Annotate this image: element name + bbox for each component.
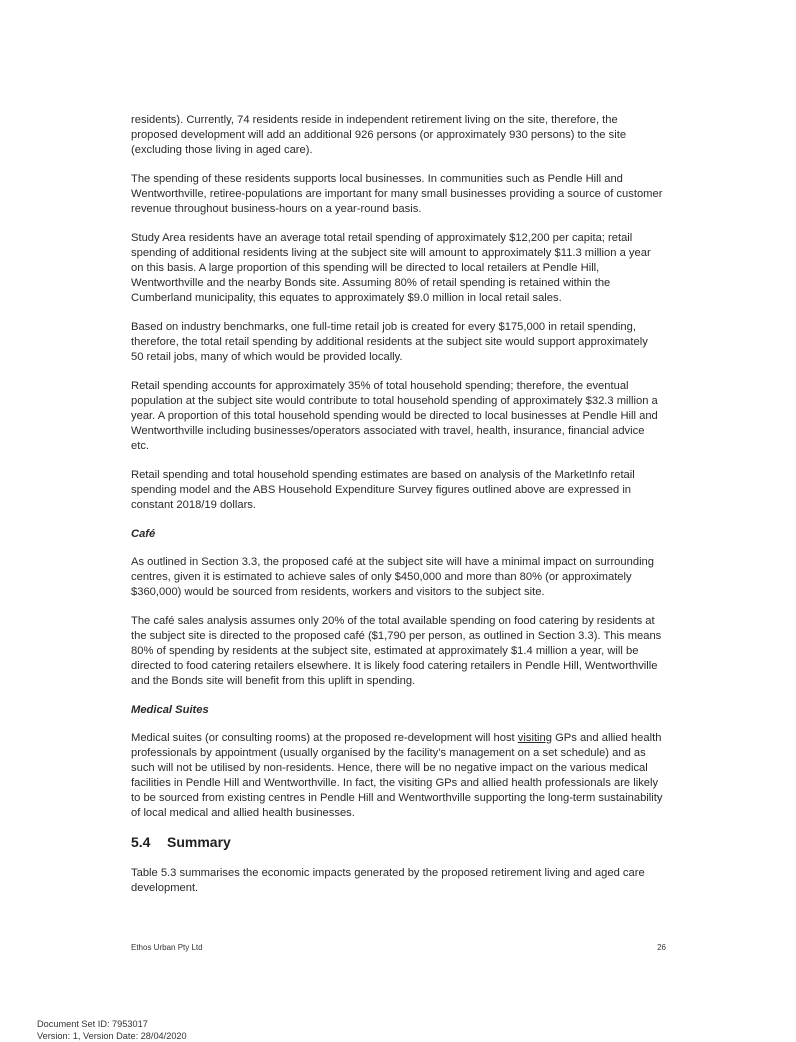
paragraph-medical-suites: [131, 731, 663, 821]
document-version: Version: 1, Version Date: 28/04/2020: [37, 1031, 187, 1041]
cafe-heading: Café: [131, 528, 156, 540]
paragraph-household-spending: Retail spending accounts for approximately 35% of total household spending; therefore, the eventual population at the subject site would contribute to total household spending of approximately $32.3 million a year. A proportion of this total household spending would be directed to local businesses at Pendle Hill and Wentworthville including businesses/operators associated with travel, health, insurance, financial advice etc.: [131, 380, 658, 452]
section-heading-summary: [131, 835, 663, 850]
medical-text-underlined: visiting: [517, 732, 552, 744]
medical-suites-heading: Medical Suites: [131, 704, 209, 716]
paragraph-summary: Table 5.3 summarises the economic impacts generated by the proposed retirement living and aged care development.: [131, 867, 645, 894]
medical-text-before: Medical suites (or consulting rooms) at the proposed re-development will host: [131, 732, 518, 744]
medical-text-after: GPs and allied health professionals by appointment (usually organised by the facility’s management on a set schedule) and as such will not be utilised by non-residents. Hence, there will be no negative impact on the various medical facilities in Pendle Hill and Wentworthville. In fact, the visiting GPs and allied health professionals are likely to be sourced from existing centres in Pendle Hill and Wentworthville supporting the long-term sustainability of local medical and allied health businesses.: [131, 732, 663, 819]
document-set-id: Document Set ID: 7953017: [37, 1019, 148, 1029]
paragraph-estimates-basis: Retail spending and total household spending estimates are based on analysis of the MarketInfo retail spending model and the ABS Household Expenditure Survey figures outlined above are expressed in constant 2018/19 dollars.: [131, 469, 635, 511]
page-footer: [131, 943, 666, 952]
paragraph-cafe-impact: As outlined in Section 3.3, the proposed café at the subject site will have a minimal impact on surrounding centres, given it is estimated to achieve sales of only $450,000 and more than 80% (or approximately $360,000) would be sourced from residents, workers and visitors to the subject site.: [131, 556, 654, 598]
paragraph-retail-spending: Study Area residents have an average total retail spending of approximately $12,200 per capita; retail spending of additional residents living at the subject site will amount to approximately $11.3 million a year on this basis. A large proportion of this spending will be directed to local retailers at Pendle Hill, Wentworthville and the nearby Bonds site. Assuming 80% of retail spending is retained within the Cumberland municipality, this equates to approximately $9.0 million in local retail sales.: [131, 232, 651, 304]
document-body: [131, 113, 663, 910]
section-title: Summary: [167, 834, 231, 850]
paragraph-retail-jobs: Based on industry benchmarks, one full-time retail job is created for every $175,000 in retail spending, therefore, the total retail spending by additional residents at the subject site would support approximately 50 retail jobs, many of which would be provided locally.: [131, 321, 648, 363]
section-number: 5.4: [131, 834, 151, 850]
paragraph-spending-supports: The spending of these residents supports local businesses. In communities such as Pendle Hill and Wentworthville, retiree-populations are important for many small businesses providing a source of customer revenue throughout business-hours on a year-round basis.: [131, 173, 663, 215]
paragraph-cafe-sales-analysis: The café sales analysis assumes only 20% of the total available spending on food catering by residents at the subject site is directed to the proposed café ($1,790 per person, as outlined in Section 3.3). This means 80% of spending by residents at the subject site, estimated at approximately $1.4 million a year, will be directed to food catering retailers elsewhere. It is likely food catering retailers in Pendle Hill, Wentworthville and the Bonds site will benefit from this uplift in spending.: [131, 615, 662, 687]
page-number: 26: [657, 943, 666, 952]
paragraph-residents-added: residents). Currently, 74 residents reside in independent retirement living on the site, therefore, the proposed development will add an additional 926 persons (or approximately 930 persons) to the site (excluding those living in aged care).: [131, 114, 627, 156]
document-set-info: [37, 1018, 187, 1042]
footer-company: Ethos Urban Pty Ltd: [131, 943, 203, 952]
